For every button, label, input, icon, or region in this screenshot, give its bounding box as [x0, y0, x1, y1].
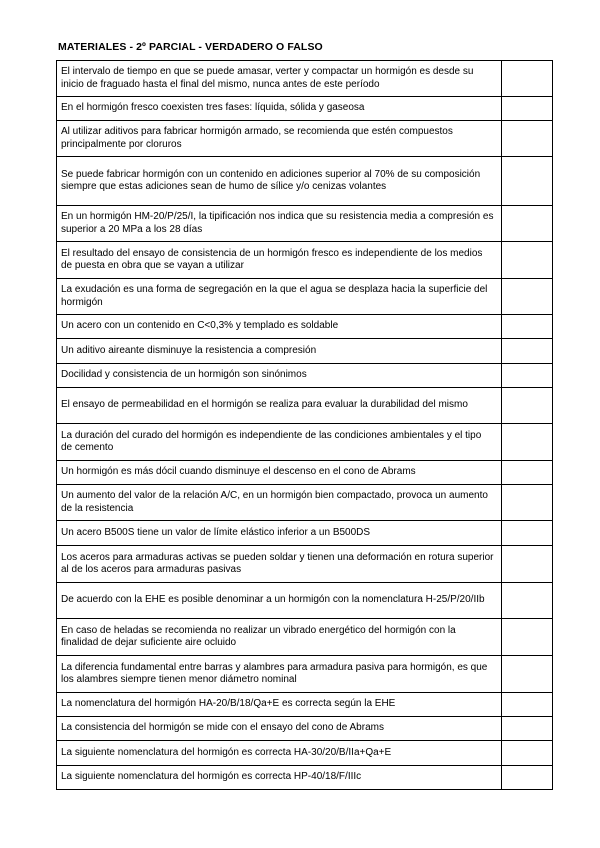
table-row — [57, 766, 553, 790]
question-cell — [57, 121, 502, 157]
question-cell — [57, 741, 502, 766]
table-row — [57, 546, 553, 583]
question-cell — [57, 619, 502, 656]
question-text: La consistencia del hormigón se mide con el ensayo del cono de Abrams — [61, 722, 384, 734]
answer-cell[interactable] — [502, 97, 553, 121]
table-row — [57, 717, 553, 741]
answer-cell[interactable] — [502, 717, 553, 741]
question-cell — [57, 717, 502, 741]
question-cell — [57, 339, 502, 364]
table-row — [57, 339, 553, 364]
question-text: Los aceros para armaduras activas se pueden soldar y tienen una deformación en rotura superior al de los aceros para armaduras pasivas — [61, 551, 494, 575]
question-cell — [57, 61, 502, 97]
answer-cell[interactable] — [502, 388, 553, 424]
table-row — [57, 157, 553, 206]
question-text: Al utilizar aditivos para fabricar hormigón armado, se recomienda que estén compuestos principalmente por cloruros — [61, 126, 453, 150]
question-cell — [57, 206, 502, 242]
answer-cell[interactable] — [502, 461, 553, 485]
answer-cell[interactable] — [502, 583, 553, 619]
table-row — [57, 121, 553, 157]
question-text: El ensayo de permeabilidad en el hormigón se realiza para evaluar la durabilidad del mismo — [61, 399, 468, 411]
table-row — [57, 242, 553, 279]
question-cell — [57, 546, 502, 583]
question-text: Un aumento del valor de la relación A/C, en un hormigón bien compactado, provoca un aumento de la resistencia — [61, 490, 488, 514]
answer-cell[interactable] — [502, 339, 553, 364]
question-cell — [57, 766, 502, 790]
table-row — [57, 424, 553, 461]
table-row — [57, 388, 553, 424]
question-cell — [57, 583, 502, 619]
question-text: Un aditivo aireante disminuye la resistencia a compresión — [61, 344, 317, 356]
answer-cell[interactable] — [502, 315, 553, 339]
answer-cell[interactable] — [502, 485, 553, 521]
answer-cell[interactable] — [502, 766, 553, 790]
answer-cell[interactable] — [502, 619, 553, 656]
question-cell — [57, 279, 502, 315]
answer-cell[interactable] — [502, 157, 553, 206]
page-title: MATERIALES - 2º PARCIAL - VERDADERO O FALSO — [58, 41, 323, 53]
table-row — [57, 583, 553, 619]
question-cell — [57, 424, 502, 461]
answer-cell[interactable] — [502, 364, 553, 388]
question-cell — [57, 364, 502, 388]
question-cell — [57, 656, 502, 693]
question-text: La duración del curado del hormigón es independiente de las condiciones ambientales y el tipo de cemento — [61, 429, 482, 453]
question-text: Un acero con un contenido en C<0,3% y templado es soldable — [61, 320, 339, 332]
answer-cell[interactable] — [502, 693, 553, 717]
question-text: El intervalo de tiempo en que se puede amasar, verter y compactar un hormigón es desde su inicio de fraguado hasta el final del mismo, nunca antes de este período — [61, 66, 474, 90]
question-text: Un hormigón es más dócil cuando disminuye el descenso en el cono de Abrams — [61, 466, 416, 478]
true-false-table — [56, 60, 553, 790]
question-text: En caso de heladas se recomienda no realizar un vibrado energético del hormigón con la finalidad de dejar suficiente aire ocluido — [61, 624, 456, 648]
answer-cell[interactable] — [502, 656, 553, 693]
question-text: El resultado del ensayo de consistencia de un hormigón fresco es independiente de los medios de puesta en obra que se vayan a utilizar — [61, 247, 483, 271]
table-row — [57, 461, 553, 485]
question-text: Docilidad y consistencia de un hormigón son sinónimos — [61, 369, 307, 381]
answer-cell[interactable] — [502, 242, 553, 279]
answer-cell[interactable] — [502, 61, 553, 97]
question-text: La siguiente nomenclatura del hormigón es correcta HA-30/20/B/IIa+Qa+E — [61, 746, 392, 758]
table-row — [57, 485, 553, 521]
question-text: La siguiente nomenclatura del hormigón es correcta HP-40/18/F/IIIc — [61, 771, 362, 783]
question-text: La nomenclatura del hormigón HA-20/B/18/Qa+E es correcta según la EHE — [61, 698, 396, 710]
table-row — [57, 656, 553, 693]
question-text: De acuerdo con la EHE es posible denominar a un hormigón con la nomenclatura H-25/P/20/IIb — [61, 594, 485, 606]
table-row — [57, 315, 553, 339]
question-cell — [57, 242, 502, 279]
answer-cell[interactable] — [502, 521, 553, 546]
table-row — [57, 364, 553, 388]
question-cell — [57, 693, 502, 717]
question-text: En el hormigón fresco coexisten tres fases: líquida, sólida y gaseosa — [61, 102, 365, 114]
question-cell — [57, 97, 502, 121]
table-row — [57, 97, 553, 121]
question-text: Un acero B500S tiene un valor de límite elástico inferior a un B500DS — [61, 526, 371, 538]
answer-cell[interactable] — [502, 741, 553, 766]
question-cell — [57, 461, 502, 485]
question-cell — [57, 388, 502, 424]
answer-cell[interactable] — [502, 546, 553, 583]
answer-cell[interactable] — [502, 206, 553, 242]
answer-cell[interactable] — [502, 121, 553, 157]
table-row — [57, 279, 553, 315]
table-row — [57, 521, 553, 546]
table-row — [57, 741, 553, 766]
answer-cell[interactable] — [502, 279, 553, 315]
question-text: Se puede fabricar hormigón con un contenido en adiciones superior al 70% de su composición siempre que estas adiciones sean de humo de sílice y/o cenizas volantes — [61, 168, 481, 192]
table-row — [57, 619, 553, 656]
question-text: En un hormigón HM-20/P/25/I, la tipificación nos indica que su resistencia media a compresión es superior a 20 MPa a los 28 días — [61, 211, 494, 235]
table-row — [57, 206, 553, 242]
answer-cell[interactable] — [502, 424, 553, 461]
table-row — [57, 693, 553, 717]
question-text: La exudación es una forma de segregación en la que el agua se desplaza hacia la superficie del hormigón — [61, 284, 488, 308]
table-row — [57, 61, 553, 97]
question-cell — [57, 485, 502, 521]
question-cell — [57, 157, 502, 206]
question-text: La diferencia fundamental entre barras y alambres para armadura pasiva para hormigón, es que los alambres siempre tienen menor diámetro nominal — [61, 661, 488, 685]
question-cell — [57, 315, 502, 339]
question-cell — [57, 521, 502, 546]
